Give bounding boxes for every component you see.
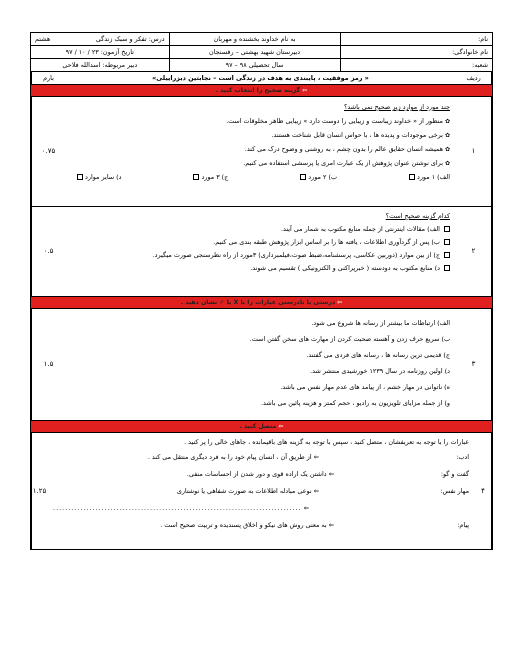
- course-name: درس: تفکر و سبک زندگی: [95, 35, 165, 43]
- checkbox[interactable]: [409, 174, 415, 180]
- question-score: ۰.۵: [31, 207, 65, 296]
- section-bar-choose: [30, 85, 493, 97]
- option[interactable]: الف) ۱ مورد: [407, 170, 450, 184]
- match-row: [53, 517, 469, 534]
- question-title: چند مورد از موارد زیر صحیح نمی باشد؟: [343, 103, 450, 111]
- option[interactable]: الف) مقالات اینترنتی از جمله منابع مکتوب به شمار می آیند.: [71, 223, 450, 236]
- question-2: [30, 207, 493, 297]
- question-number: ۲: [456, 207, 492, 296]
- checkbox[interactable]: [444, 265, 450, 271]
- definition[interactable]: ⇐ نوعی مبادله اطلاعات به صورت شفاهی یا نوشتاری: [176, 487, 320, 495]
- section-bar-true-false: [30, 297, 493, 309]
- definition[interactable]: ⇐ داشتن یک اراده قوی و دور شدن از احساسات منفی.: [186, 470, 335, 478]
- match-row: [53, 449, 469, 466]
- match-row: [53, 500, 469, 517]
- arrow-icon: ⇐: [313, 453, 320, 461]
- definition[interactable]: ⇐ از طریق آن ، انسان پیام خود را به فرد دیگری منتقل می کند .: [147, 453, 320, 461]
- score-column-label: بارم: [31, 72, 65, 84]
- question-instructions: عبارات را با توجه به تعریفشان ، متصل کنید ، سپس با توجه به گزینه های باقیمانده ، جاهای خالی را پر کنید .: [184, 438, 470, 446]
- arrow-icon: ⇦: [302, 87, 308, 94]
- option[interactable]: ب) ۲ مورد: [298, 170, 337, 184]
- section-title: گزینه صحیح را انتخاب کنید .: [215, 87, 301, 94]
- flower-icon: ✿: [444, 146, 450, 153]
- school-name: دبیرستان شهید بهشتی – رفسنجان: [169, 46, 340, 59]
- statement: الف) ارتباطات ما بیشتر از رسانه ها شروع می شود.: [311, 319, 450, 327]
- flower-icon: ✿: [444, 160, 450, 167]
- arrow-icon: ⇦: [278, 423, 284, 430]
- term-label: گفت و گو:: [440, 470, 470, 478]
- option[interactable]: ب) پس از گردآوری اطلاعات ، یافته ها را بر اساس ابزار پژوهش طبقه بندی می کنیم.: [71, 236, 450, 249]
- row-column-label: ردیف: [456, 72, 492, 84]
- section-title: درستی یا نادرستی عبارات را با X یا ✓ نشان دهید .: [180, 299, 336, 306]
- answer-options: [71, 170, 450, 184]
- option[interactable]: د) سایر موارد: [75, 170, 122, 184]
- checkbox[interactable]: [444, 252, 450, 258]
- option[interactable]: ج) ۳ مورد: [191, 170, 228, 184]
- question-score: ۰.۷۵: [31, 97, 65, 206]
- statement: ج) قدیمی ترین رسانه ها ، رسانه های فردی می گفتند.: [306, 351, 450, 359]
- term-label: مهار نفس:: [440, 487, 470, 495]
- motto-row: [30, 72, 493, 85]
- question-number: ۱: [456, 97, 492, 206]
- checkbox[interactable]: [300, 174, 306, 180]
- term-label: پیام:: [457, 521, 470, 529]
- statement: ه) ناتوانی در مهار خشم ، از پیامد های عدم مهار نفس می باشد.: [280, 383, 450, 391]
- course-info: [31, 33, 170, 46]
- question-title: کدام گزینه صحیح است؟: [385, 212, 450, 220]
- section-bar-match: [30, 421, 493, 433]
- exam-sheet: [30, 32, 493, 553]
- arrow-icon: ⇐: [328, 470, 335, 478]
- question-number: ۴: [475, 433, 492, 549]
- statement: ✿همیشه انسان حقایق عالم را بدون چشم ، به روشنی و وضوح درک می کند.: [244, 145, 450, 153]
- motto-text: « رمز موفقیت ، پایبندی به هدف در زندگی است – نجابتین دیزراییلی»: [152, 74, 369, 82]
- arrow-icon: ⇐: [303, 504, 310, 512]
- match-row: [53, 466, 469, 483]
- option[interactable]: د) منابع مکتوب به دودسته ( خبرپراکنی و الکترونیکی ) تقسیم می شوند.: [71, 262, 450, 275]
- question-4: [30, 433, 493, 550]
- question-body: [47, 433, 475, 549]
- statement: د) اولین روزنامه در سال ۱۲۳۹ خورشیدی منتشر شد.: [310, 367, 450, 375]
- arrow-icon: ⇦: [337, 299, 343, 306]
- blank-answer[interactable]: ................................: [53, 504, 151, 512]
- term-label: ادب:: [456, 453, 470, 461]
- question-body: [65, 207, 456, 296]
- exam-header: [30, 32, 493, 72]
- checkbox[interactable]: [77, 174, 83, 180]
- statement: ✿برای نوشتن عنوان پژوهش از یک عبارت امری یا پرسشی استفاده می کنیم.: [243, 159, 450, 167]
- grade-level: هشتم: [35, 35, 51, 43]
- checkbox[interactable]: [193, 174, 199, 180]
- question-body: [65, 97, 456, 206]
- definition[interactable]: ⇐ به معنی روش های نیکو و اخلاق پسندیده و تربیت صحیح است .: [160, 521, 335, 529]
- section-title: متصل کنید .: [239, 423, 277, 430]
- statement: ب) سریع حرف زدن و آهسته صحبت کردن از مهارت های سخن گفتن است.: [249, 335, 450, 343]
- question-score: ۱.۲۵: [31, 433, 47, 549]
- exam-date: تاریخ آزمون: ۲۳ / ۱۰ / ۹۷: [31, 46, 170, 59]
- option[interactable]: ج) از بین موارد (دوربین عکاسی، پرسشنامه،ضبط صوت،فیلمبرداری) ۳مورد از راه نظرسنجی صورت میگیرد.: [71, 249, 450, 262]
- checkbox[interactable]: [444, 239, 450, 245]
- statement: و) از جمله مزایای تلویزیون به رادیو ، حجم کمتر و هزینه پائین می باشد.: [261, 399, 450, 407]
- basmala: به نام خداوند بخشنده و مهربان: [169, 33, 340, 46]
- question-number: ۳: [456, 309, 492, 420]
- academic-year: سال تحصیلی ۹۸ – ۹۷: [169, 59, 340, 72]
- question-3: [30, 309, 493, 421]
- teacher-name: دبیر مربوطه: اسدالله فلاحی: [31, 59, 170, 72]
- checkbox[interactable]: [444, 226, 450, 232]
- question-body: [65, 309, 456, 420]
- arrow-icon: ⇐: [328, 521, 335, 529]
- flower-icon: ✿: [444, 132, 450, 139]
- match-row: [53, 483, 469, 500]
- question-1: [30, 97, 493, 207]
- question-score: ۱.۵: [31, 309, 65, 420]
- family-name-field: نام خانوادگی:: [340, 46, 492, 59]
- statement: ✿منظور از « خداوند زیباست و زیبایی را دوست دارد » زیبایی ظاهر مخلوقات است.: [226, 117, 450, 125]
- term-label: [429, 500, 469, 517]
- blank-definition[interactable]: ⇐ ..................................................: [150, 504, 310, 512]
- flower-icon: ✿: [444, 118, 450, 125]
- statement: ✿برخی موجودات و پدیده ها ، با حواس انسان قابل شناخت هستند.: [271, 131, 450, 139]
- arrow-icon: ⇐: [313, 487, 320, 495]
- class-field: شعبه:: [340, 59, 492, 72]
- student-name-field: نام:: [340, 33, 492, 46]
